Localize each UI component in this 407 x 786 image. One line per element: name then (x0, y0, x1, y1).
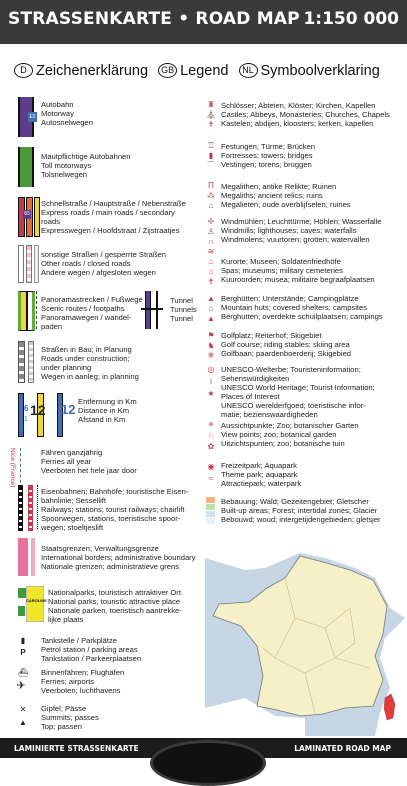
ferry-route-label: Nice (France) (9, 448, 16, 488)
scenic-route-symbol (27, 291, 35, 331)
golf-icon: ⚑ (207, 331, 215, 340)
entry-line: Kastelen; abdijen, kloosters; kerken, kapellen (221, 119, 374, 128)
megalith-icon: Π (208, 181, 214, 190)
entry-line: Straßen in Bau; in Planung (41, 345, 132, 354)
legend-entry-airports (41, 668, 124, 695)
tunnel-mark (141, 308, 163, 310)
map-scale: 1:150 000 (303, 9, 399, 29)
legend-entry-summits (41, 704, 99, 731)
info-icon: i (210, 377, 212, 386)
legend-title-nl: Symboolverklaring (260, 63, 380, 79)
entry-line: Express roads / main roads / secondary (41, 208, 175, 217)
intertidal-swatch (206, 511, 215, 517)
entry-line: Nationalparks, touristisch attraktiver Ort (48, 588, 181, 597)
entry-line: Uitzichtspunten; zoo; botanische tuin (221, 439, 345, 448)
entry-line: Bebauung; Wald; Gezeitengebiet; Gletscher (221, 497, 369, 506)
legend-entry-golf (221, 331, 351, 358)
shelter-icon: ⌂ (208, 304, 214, 313)
entry-line: Tankstation / Parkeerplaatsen (41, 654, 142, 663)
entry-line: Schnellstraße / Hauptstraße / Nebenstraße (41, 199, 186, 208)
church-icon: ✝ (207, 120, 215, 129)
skiing-icon: ❄ (207, 351, 215, 360)
aquapark-icon: ≈ (208, 474, 214, 483)
parking-icon: P (20, 648, 26, 657)
entry-line: Places of Interest (221, 392, 280, 401)
entry-line: Fähren ganzjährig (41, 448, 103, 457)
distance-symbol (18, 393, 24, 437)
legend-entry-viewpoints (221, 421, 359, 448)
toll-motorway-symbol (18, 147, 34, 187)
tunnel-label: Tunnel (170, 296, 193, 305)
relic-icon: ⁂ (207, 191, 215, 200)
border-symbol (18, 538, 28, 576)
entry-line: Afstand in Km (78, 415, 126, 424)
entry-line: paden (41, 322, 63, 331)
header-bar (0, 0, 407, 44)
entry-line: Veerboten het hele jaar door (41, 466, 137, 475)
entry-line: Golf course; riding stables; skiing area (221, 340, 350, 349)
entry-line: Megalieten; oude overblijfselen; ruines (221, 200, 351, 209)
entry-line: Theme park; aquapark (221, 470, 298, 479)
legend-entry-toll (41, 152, 131, 179)
ferry-label (4, 448, 18, 488)
museum-icon: ⌂ (208, 267, 214, 276)
entry-line: Autosnelwegen (41, 118, 93, 127)
distance-number: 12 (61, 402, 76, 417)
abbey-icon: ⛪ (206, 110, 216, 119)
entry-line: Entfernung in Km (78, 397, 137, 406)
campsite-icon: ▲ (207, 314, 215, 323)
entry-line: Fortresses; towers; bridges (221, 151, 313, 160)
overview-map (205, 548, 405, 736)
entry-line: View points; zoo; botanical garden (221, 430, 337, 439)
legend-entry-national-parks (48, 588, 182, 624)
badge-nl: NL (239, 63, 258, 78)
entry-line: Ferries all year (41, 457, 92, 466)
bridge-icon: ⌒ (207, 161, 215, 170)
entry-line: bahnlinie; Sessellift (41, 496, 107, 505)
legend-entry-construction (41, 345, 139, 381)
legend-header (14, 63, 399, 85)
entry-line: Vestingen; torens; bruggen (221, 160, 312, 169)
entry-line: wegen; stoeltjeslift (41, 523, 104, 532)
entry-line: Top; passen (41, 722, 82, 731)
entry-line: UNESCO werelderfgoed; toeristische infor- (221, 401, 366, 410)
distance-number: 6 (24, 404, 29, 413)
footer-left-label: LAMINIERTE STRASSENKARTE (14, 744, 139, 753)
pass-icon: ▲ (19, 718, 27, 727)
entry-line: Railways; stations; tourist railways; chairlift (41, 505, 185, 514)
legend-entry-huts (221, 294, 383, 321)
tunnel-label: Tunnel (170, 314, 193, 323)
entry-line: Wegen in aanleg; in planning (41, 372, 139, 381)
entry-line: Other roads / closed roads (41, 259, 131, 268)
entry-line: Sehenswürdigkeiten (221, 374, 290, 383)
secondary-road-symbol (34, 197, 40, 237)
legend-entry-borders (41, 544, 196, 571)
castle-icon: ♜ (207, 100, 215, 109)
entry-line: Berghütten; Unterstände; Campingplätze (221, 294, 359, 303)
france-land (213, 556, 387, 716)
legend-entry-castles (221, 101, 390, 128)
france-map-graphic (205, 548, 405, 736)
entry-line: Megaliths; ancient relics; ruins (221, 191, 323, 200)
legend-entry-built-up (221, 497, 381, 524)
legend-entry-windmills (221, 217, 382, 244)
windmill-icon: ✢ (207, 217, 215, 226)
footer-bar (0, 738, 407, 758)
spa-icon: ♨ (207, 257, 215, 266)
national-park-symbol (18, 606, 25, 616)
entry-line: Staatsgrenzen; Verwaltungsgrenze (41, 544, 159, 553)
riding-icon: ♞ (207, 341, 215, 350)
footer-arc (150, 740, 266, 786)
distance-number: 1 (24, 416, 28, 423)
legend-entry-other-roads (41, 250, 166, 277)
entry-line: Berghutten; overdekte schuilplaatsen; campings (221, 312, 383, 321)
entry-line: Tankstelle / Parkplätze (41, 636, 117, 645)
road-planning-symbol (28, 341, 34, 383)
glacier-swatch (206, 518, 215, 524)
railway-symbol (18, 485, 23, 531)
legend-entry-unesco (221, 365, 375, 419)
distance-number: 12 (30, 402, 46, 418)
entry-line: Panoramawegen / wandel- (41, 313, 132, 322)
legend-entry-express (41, 199, 186, 235)
tourist-railway-symbol (28, 485, 33, 531)
entry-line: Toll motorways (41, 161, 92, 170)
built-up-swatch (206, 497, 215, 503)
ferry-line-symbol (20, 448, 21, 488)
fortress-icon: ♖ (207, 141, 215, 150)
tower-icon: ▮ (208, 151, 214, 160)
summit-icon: ✕ (19, 705, 27, 714)
tunnel-label: Tunnels (170, 305, 197, 314)
entry-line: Windmühlen; Leuchttürme; Höhlen; Wasserfalle (221, 217, 382, 226)
tunnel-labels (170, 296, 197, 323)
entry-line: Ferries; airports (41, 677, 95, 686)
tunnel-symbol (145, 291, 151, 329)
entry-line: Golfbaan; paardenboerderij; Skigebied (221, 349, 352, 358)
entry-line: Nationale parken, toeristisch aantrekke- (48, 606, 182, 615)
entry-line: matie; bezienswaardigheden (221, 410, 318, 419)
entry-line: roads (41, 217, 60, 226)
entry-line: UNESCO World Heritage; Tourist Information; (221, 383, 375, 392)
entry-line: Summits; passes (41, 713, 99, 722)
entry-line: Roads under construction; (41, 354, 130, 363)
legend-entry-petrol (41, 636, 141, 663)
entry-line: Mautpflichtige Autobahnen (41, 152, 131, 161)
route-badge: 83 (24, 211, 30, 217)
entry-line: Spas; museums; military cemeteries (221, 266, 343, 275)
lighthouse-icon: ♙ (207, 227, 215, 236)
road-construction-symbol (18, 341, 25, 383)
entry-line: Built-up areas; Forest; intertidal zones; Glacier (221, 506, 378, 515)
entry-line: Veerboten; luchthavens (41, 686, 121, 695)
entry-line: Kuuroorden; musea; militaire begraafplaatsen (221, 275, 375, 284)
entry-line: Festungen; Türme; Brücken (221, 142, 315, 151)
legend-entry-theme-park (221, 461, 301, 488)
ruins-icon: ⌂ (208, 201, 214, 210)
cemetery-icon: ✝ (207, 277, 215, 286)
entry-line: UNESCO-Welterbe; Touristeninformation; (221, 365, 361, 374)
entry-line: under planning (41, 363, 92, 372)
legend-entry-fortresses (221, 142, 315, 169)
botanical-icon: ✿ (207, 442, 215, 451)
ferry-icon: ⛴ (18, 668, 29, 677)
entry-line: sonstige Straßen / gesperrte Straßen (41, 250, 166, 259)
entry-line: Petrol station / parking areas (41, 645, 138, 654)
entry-line: Schlösser; Abteien, Klöster; Kirchen, Kapellen (221, 101, 376, 110)
closed-road-symbol (26, 245, 32, 283)
map-title: STRASSENKARTE • ROAD MAP (8, 9, 300, 29)
entry-line: Kurorte; Museen; Soldatenfriedhöfe (221, 257, 341, 266)
viewpoint-icon: ✳ (207, 420, 215, 429)
entry-line: National parks, touristic attractive place (48, 597, 181, 606)
entry-line: Binnenfähren; Flughäfen (41, 668, 125, 677)
entry-line: Motorway (41, 109, 74, 118)
entry-line: Nationale grenzen; administratieve grens (41, 562, 180, 571)
entry-line: Mountain huts; covered shelters; campsites (221, 303, 368, 312)
park-label: CAROLINE (26, 598, 47, 603)
entry-line: Panoramastrecken / Fußwege (41, 295, 143, 304)
theme-park-icon: ◉ (207, 462, 215, 471)
legend-title-de: Zeichenerklärung (36, 63, 149, 79)
legend-entry-spas (221, 257, 375, 284)
entry-line: Megalithen; antike Relikte; Ruinen (221, 182, 337, 191)
petrol-station-icon: ▮ (20, 636, 26, 645)
entry-line: Golfplatz; Reiterhof; Skigebiet (221, 331, 322, 340)
entry-line: Spoorwegen, stations, toeristische spoor- (41, 514, 181, 523)
entry-line: Distance in Km (78, 406, 130, 415)
entry-line: International borders; administrative boundary (41, 553, 196, 562)
footer-right-label: LAMINATED ROAD MAP (294, 744, 391, 753)
badge-gb: GB (158, 63, 177, 78)
entry-line: Eisenbahnen; Bahnhöfe; touristische Eisen- (41, 487, 189, 496)
entry-line: Scenic routes / footpaths (41, 304, 125, 313)
entry-line: Castles; Abbeys, Monasteries; Churches, Chapels (221, 110, 390, 119)
entry-line: Windmolens; vuurtoren; grotten; watervallen (221, 235, 370, 244)
entry-line: Gipfel; Pässe (41, 704, 87, 713)
attractive-place-symbol (26, 586, 47, 622)
entry-line: lijke plaats (48, 615, 84, 624)
other-road-symbol (18, 245, 24, 283)
scenic-route-symbol (18, 291, 27, 331)
interest-icon: ★ (207, 389, 215, 398)
entry-line: Aussichtpunkte; Zoo; botanischer Garten (221, 421, 359, 430)
entry-line: Andere wegen / afgesloten wegen (41, 268, 156, 277)
entry-line: Freizeitpark; Aquapark (221, 461, 297, 470)
entry-line: Autobahn (41, 100, 74, 109)
legend-entry-motorway (41, 100, 93, 127)
legend-entry-railways (41, 487, 188, 532)
route-badge: E5 (29, 114, 36, 120)
badge-de: D (14, 63, 33, 78)
track-symbol (34, 245, 39, 283)
airport-icon: ✈ (16, 680, 26, 692)
forest-swatch (206, 504, 215, 510)
cave-icon: ∩ (208, 237, 214, 246)
footpath-symbol (36, 291, 37, 329)
chairlift-symbol (37, 485, 38, 529)
legend-entry-scenic (41, 295, 143, 331)
legend-entry-ferries (41, 448, 137, 475)
entry-line: Windmills; lighthouses; caves; waterfalls (221, 226, 357, 235)
waterfall-icon: ≋ (207, 247, 215, 256)
tunnel-symbol (156, 291, 158, 329)
entry-line: Attractiepark; waterpark (221, 479, 302, 488)
entry-line: Tolsnelwegen (41, 170, 88, 179)
legend-entry-distance (78, 397, 137, 424)
zoo-icon: ♘ (207, 431, 215, 440)
entry-line: Expresswegen / Hoofdstraat / Zijstraatjes (41, 226, 180, 235)
mountain-hut-icon: ▲ (207, 294, 215, 303)
unesco-icon: ◎ (207, 365, 215, 374)
legend-title-gb: Legend (180, 63, 229, 79)
admin-border-symbol (31, 538, 35, 576)
legend-entry-megaliths (221, 182, 351, 209)
entry-line: Bebouwd; woud; intergetijdengebieden; gletsjer (221, 515, 381, 524)
